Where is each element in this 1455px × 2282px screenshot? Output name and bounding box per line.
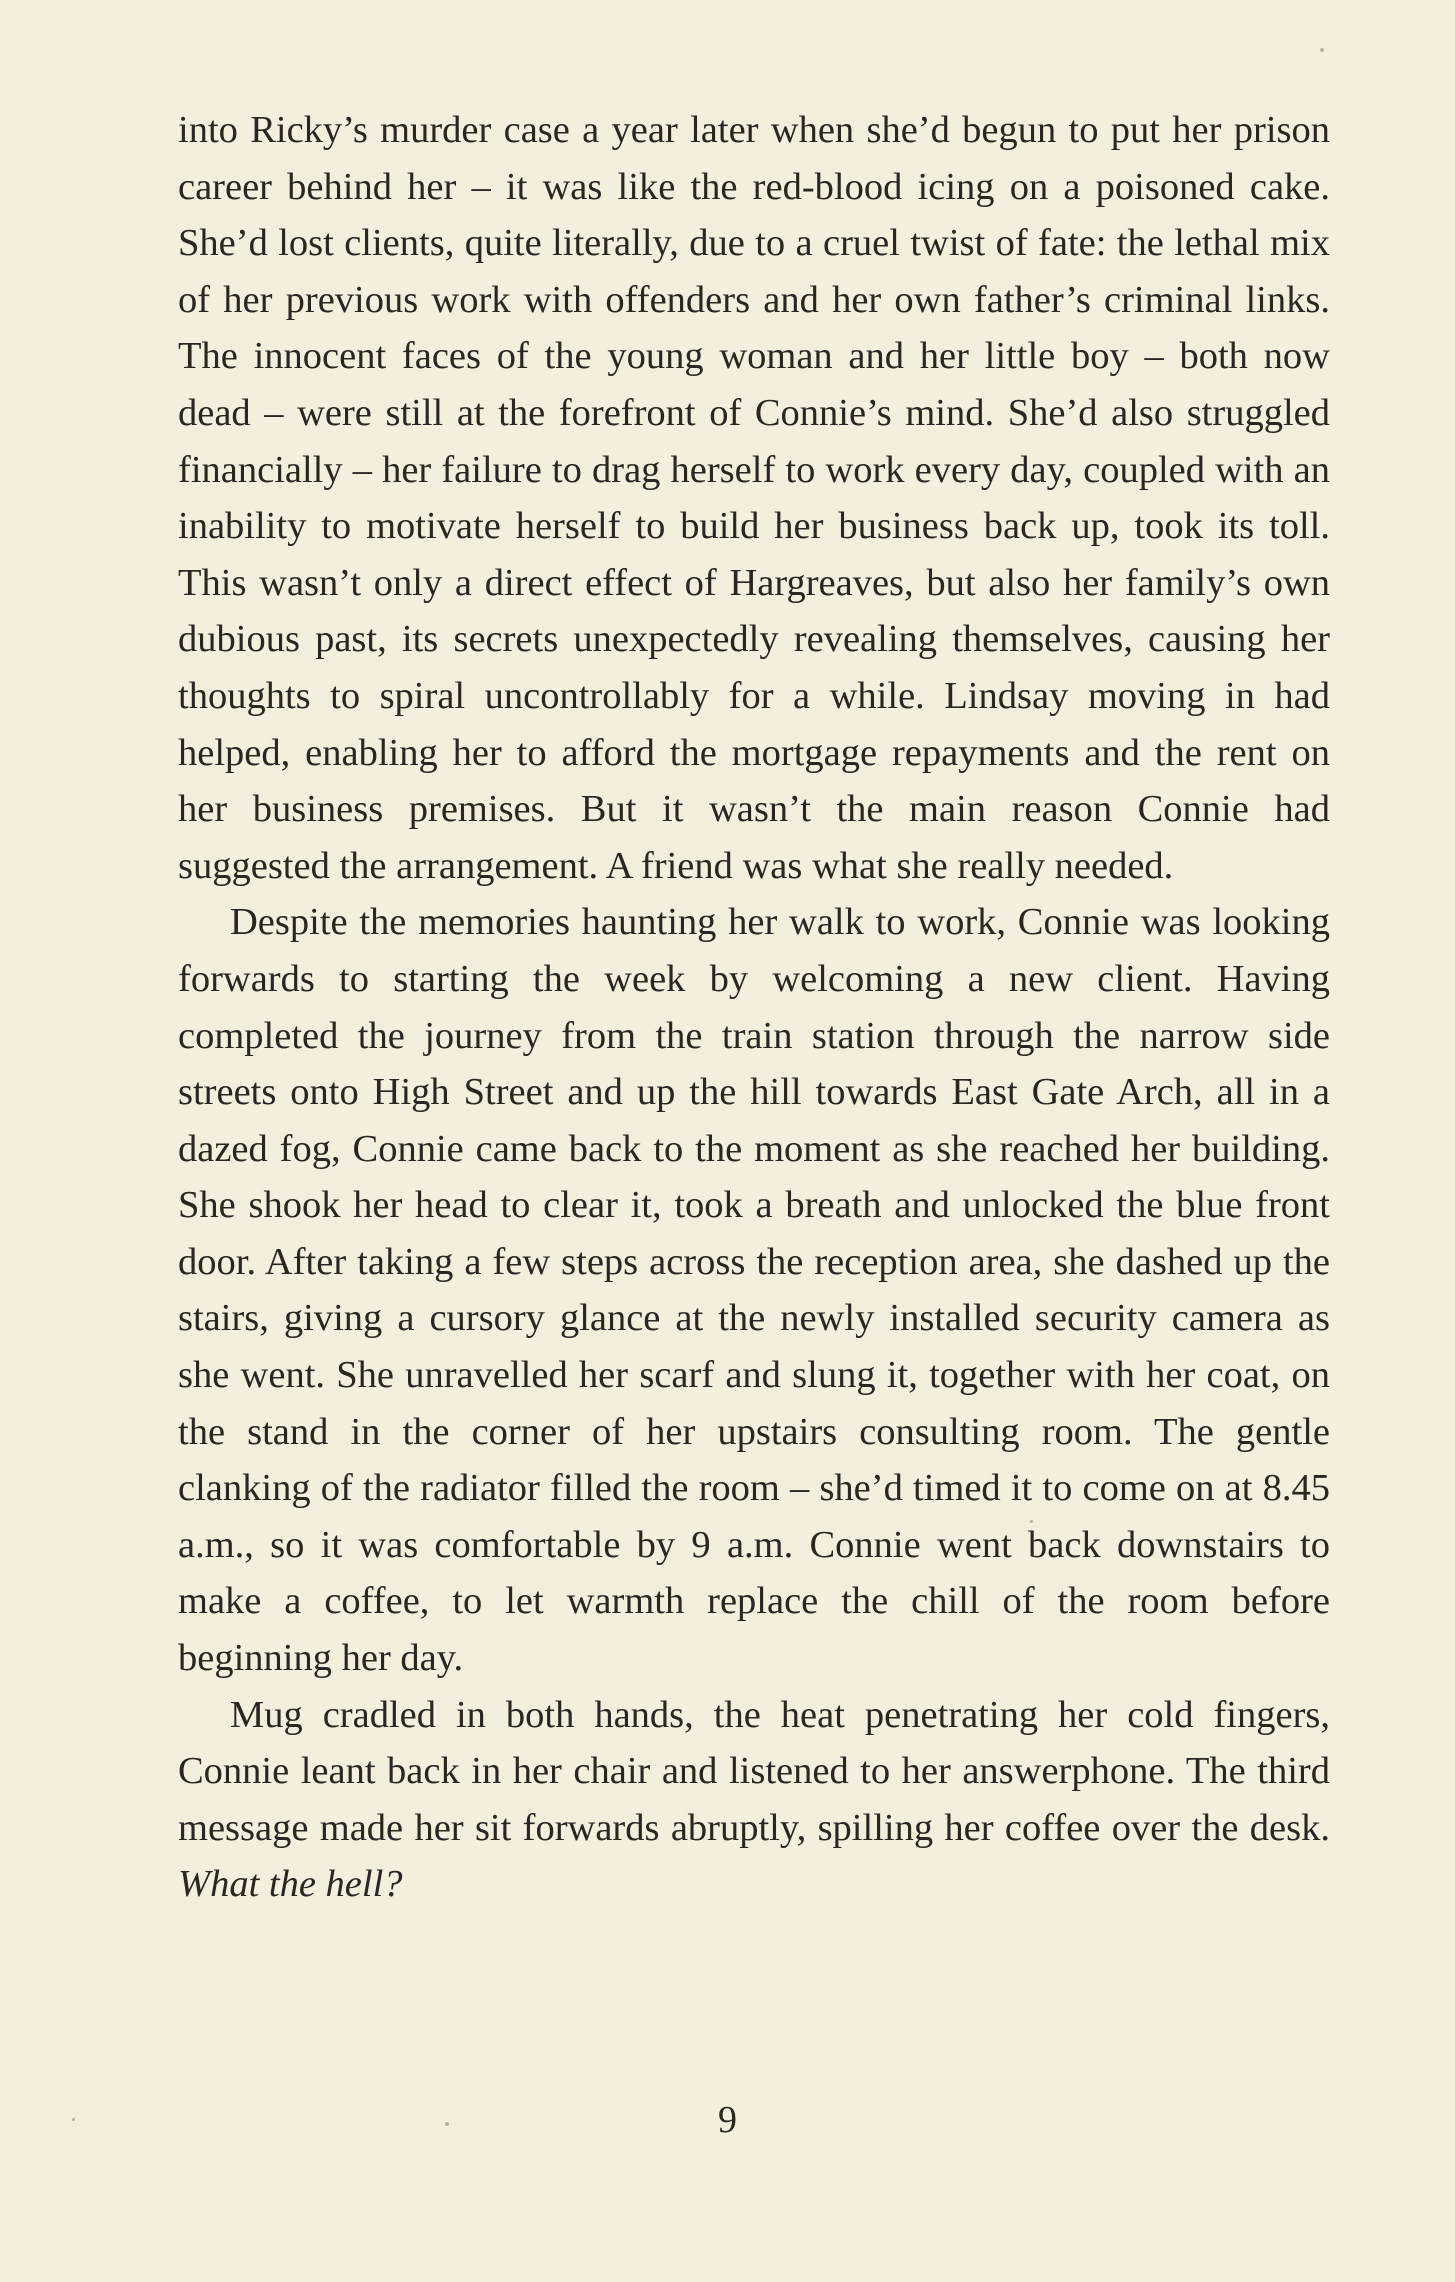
- paragraph-1: into Ricky’s murder case a year later when she’d begun to put her prison career behind her – it was like the red-blood icing on a poisoned cake. She’d lost clients, quite literally, due to a cruel twist of fate: the lethal mix of her previous work with offenders and her own father’s criminal links. The innocent faces of the young woman and her little boy – both now dead – were still at the forefront of Connie’s mind. She’d also struggled financially – her failure to drag herself to work every day, coupled with an inability to motivate herself to build her business back up, took its toll. This wasn’t only a direct effect of Hargreaves, but also her family’s own dubious past, its secrets unexpectedly revealing themselves, causing her thoughts to spiral uncontrollably for a while. Lindsay moving in had helped, enabling her to afford the mortgage repayments and the rent on her business premises. But it wasn’t the main reason Connie had suggested the arrangement. A friend was what she really needed.: [178, 109, 1330, 887]
- paragraph-3: [178, 1687, 1330, 1913]
- paragraph-3-text: Mug cradled in both hands, the heat penetrating her cold fingers, Connie leant back in her chair and listened to her answerphone. The third message made her sit forwards abruptly, spilling her coffee over the desk.: [178, 1693, 1330, 1849]
- body-text: [178, 102, 1330, 1913]
- paragraph-2: Despite the memories haunting her walk to work, Connie was looking forwards to starting the week by welcoming a new client. Having completed the journey from the train station through the narrow side streets onto High Street and up the hill towards East Gate Arch, all in a dazed fog, Connie came back to the moment as she reached her building. She shook her head to clear it, took a breath and unlocked the blue front door. After taking a few steps across the reception area, she dashed up the stairs, giving a cursory glance at the newly installed security camera as she went. She unravelled her scarf and slung it, together with her coat, on the stand in the corner of her upstairs consulting room. The gentle clanking of the radiator filled the room – she’d timed it to come on at 8.45 a.m., so it was comfortable by 9 a.m. Connie went back downstairs to make a coffee, to let warmth replace the chill of the room before beginning her day.: [178, 901, 1330, 1680]
- paper-speck: [1320, 48, 1324, 52]
- paragraph-3-italic: What the hell?: [178, 1863, 403, 1906]
- paper-speck: [445, 2122, 449, 2126]
- page-number: 9: [718, 2099, 737, 2141]
- paper-speck: [1030, 1520, 1033, 1523]
- paper-speck: [72, 2118, 75, 2121]
